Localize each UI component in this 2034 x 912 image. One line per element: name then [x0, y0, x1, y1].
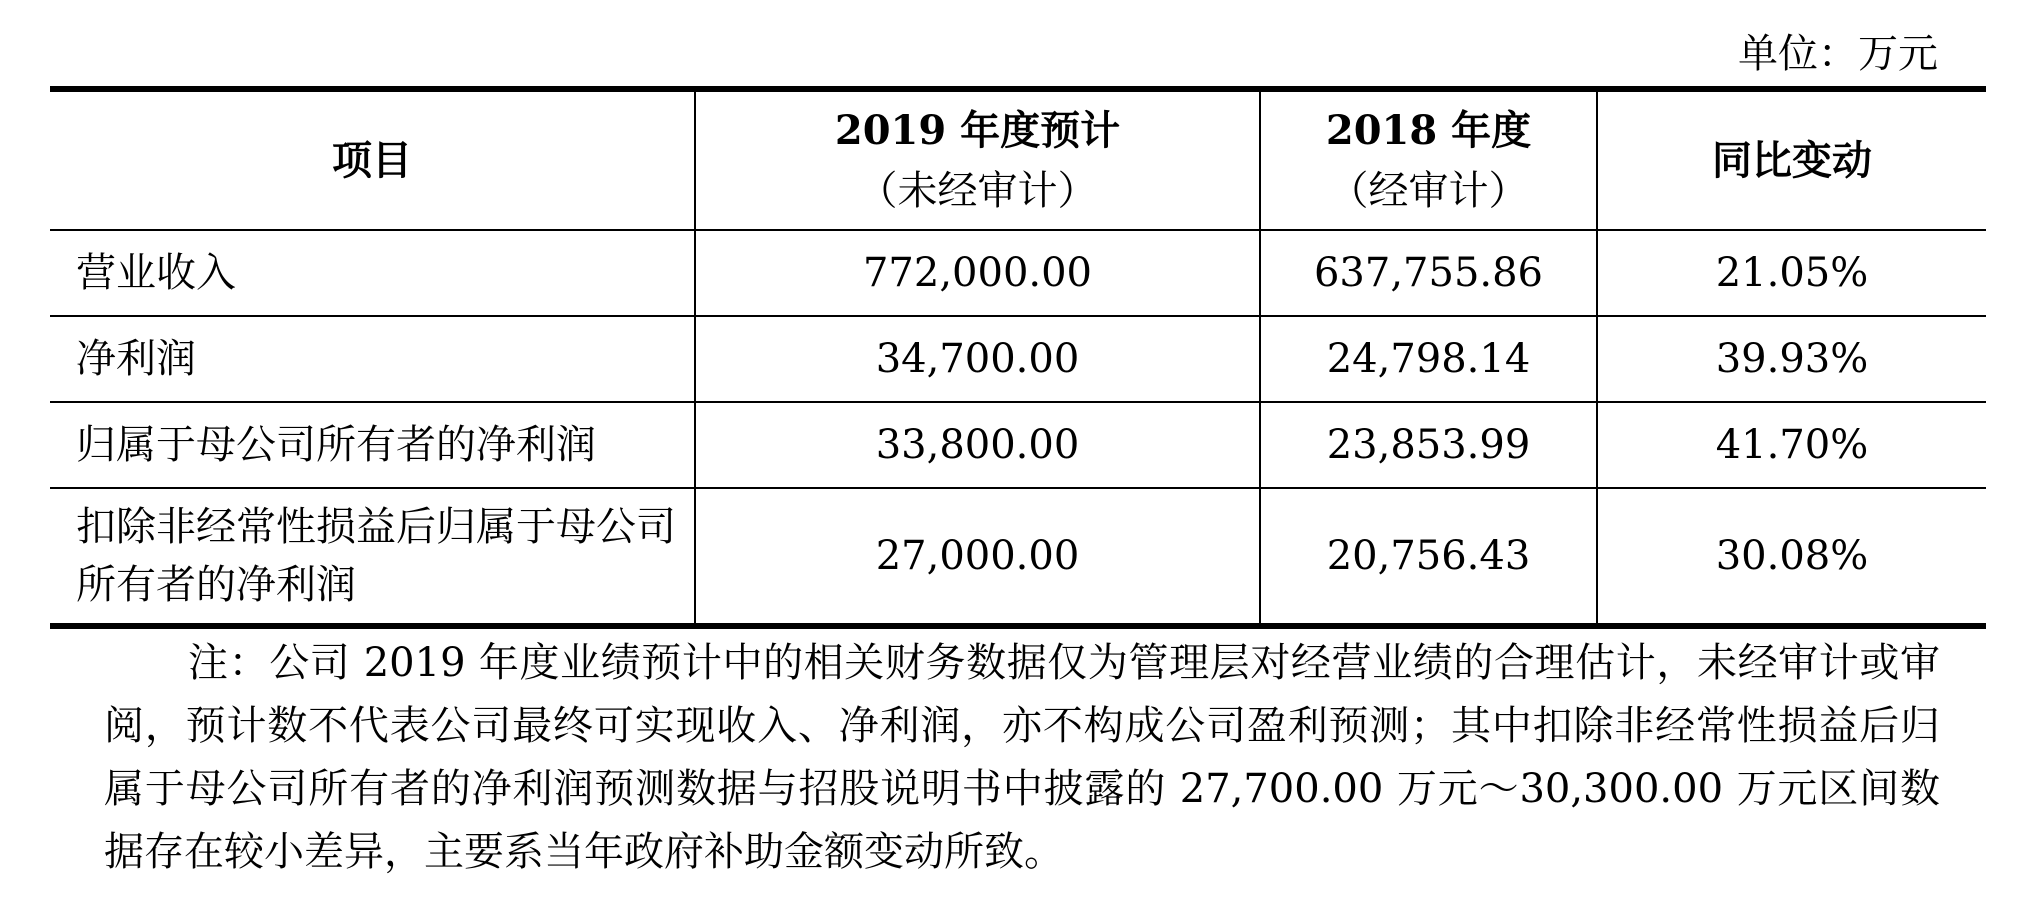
table-footnote: 注：公司 2019 年度业绩预计中的相关财务数据仅为管理层对经营业绩的合理估计，未经审计或审阅，预计数不代表公司最终可实现收入、净利润，亦不构成公司盈利预测；其中扣除非经常性损益后归属于母公司所有者的净利润预测数据与招股说明书中披露的 27,700.00 万元～30,300.00 万元区间数据存在较小差异，主要系当年政府补助金额变动所致。: [104, 640, 1940, 875]
unit-label: 单位：万元: [1738, 31, 1938, 77]
row-value-2018: 23,853.99: [1260, 402, 1597, 488]
header-yoy-change: 同比变动: [1597, 89, 1986, 230]
table-row: [50, 316, 1986, 402]
row-item-label: 扣除非经常性损益后归属于母公司所有者的净利润: [50, 488, 695, 626]
row-value-2019: 34,700.00: [695, 316, 1260, 402]
header-2019-forecast: 2019 年度预计 （未经审计）: [695, 89, 1260, 230]
row-value-2019: 772,000.00: [695, 230, 1260, 316]
table-row: [50, 488, 1986, 626]
row-value-2018: 24,798.14: [1260, 316, 1597, 402]
row-value-2018: 637,755.86: [1260, 230, 1597, 316]
row-item-label: 归属于母公司所有者的净利润: [50, 402, 695, 488]
table-row: [50, 402, 1986, 488]
row-value-change: 30.08%: [1597, 488, 1986, 626]
table-row: [50, 230, 1986, 316]
row-item-label: 净利润: [50, 316, 695, 402]
row-value-2019: 27,000.00: [695, 488, 1260, 626]
header-2018-actual: 2018 年度 （经审计）: [1260, 89, 1597, 230]
row-value-2019: 33,800.00: [695, 402, 1260, 488]
financial-forecast-table: [50, 86, 1986, 629]
table-header-row: [50, 89, 1986, 230]
header-item: 项目: [50, 89, 695, 230]
row-value-change: 21.05%: [1597, 230, 1986, 316]
row-value-change: 39.93%: [1597, 316, 1986, 402]
row-value-2018: 20,756.43: [1260, 488, 1597, 626]
row-item-label: 营业收入: [50, 230, 695, 316]
row-value-change: 41.70%: [1597, 402, 1986, 488]
